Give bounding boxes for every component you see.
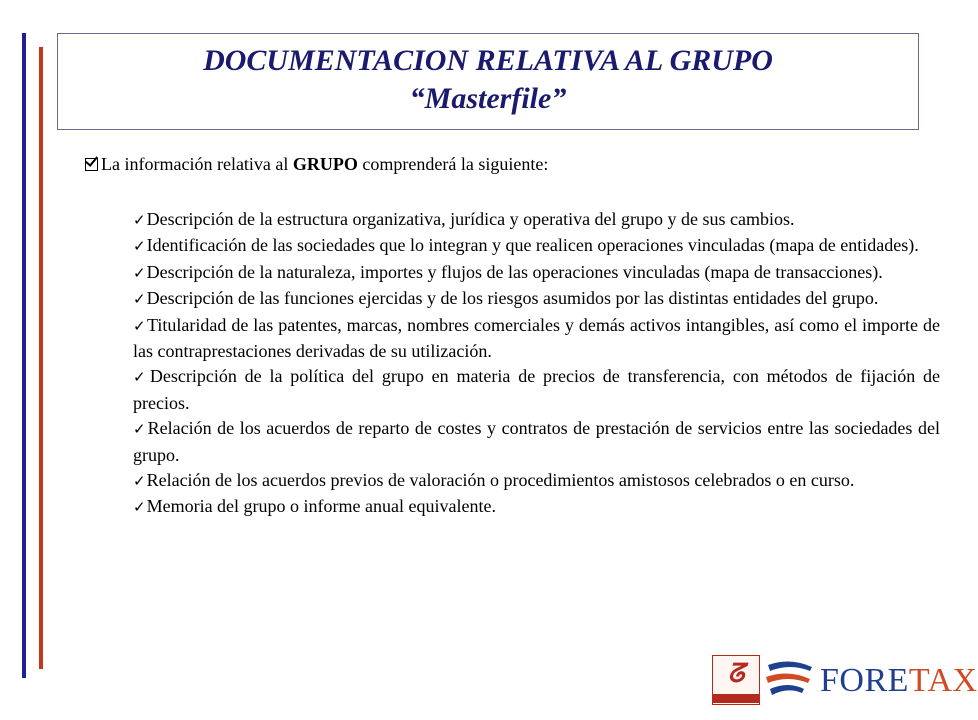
list-item-text: Relación de los acuerdos de reparto de costes y contratos de prestación de servicios entre las sociedades del grupo.: [133, 418, 940, 465]
list-item: [133, 416, 940, 468]
list-item: [133, 364, 940, 416]
list-item: [133, 468, 940, 494]
logo-wordmark: [820, 661, 978, 701]
title-box: [57, 33, 919, 130]
list-item-text: Titularidad de las patentes, marcas, nombres comerciales y demás activos intangibles, así como el importe de las contraprestaciones derivadas de su utilización.: [133, 314, 940, 362]
checkmark-icon: ✓: [133, 498, 146, 517]
list-item: [133, 494, 940, 520]
foretax-logo: [712, 655, 978, 707]
logo-swoosh-icon: [764, 659, 814, 699]
intro-paragraph: [85, 152, 548, 176]
logo-wordmark-fore: FORE: [820, 662, 909, 699]
list-item-text: Identificación de las sociedades que lo integran y que realicen operaciones vinculadas (mapa de entidades).: [146, 235, 919, 256]
list-item: [133, 286, 940, 312]
intro-text-after: comprenderá la siguiente:: [357, 154, 549, 174]
intro-text-before: La información relativa al: [101, 154, 293, 174]
left-accent-bar-red: [39, 47, 43, 669]
requirements-list: [133, 207, 940, 521]
list-item-text: Descripción de la estructura organizativa, jurídica y operativa del grupo y de sus cambios.: [146, 209, 795, 229]
list-item: [133, 260, 940, 286]
intro-emphasis: GRUPO: [292, 154, 358, 174]
page-title: DOCUMENTACION RELATIVA AL GRUPO: [203, 44, 773, 77]
list-item-text: Descripción de la naturaleza, importes y flujos de las operaciones vinculadas (mapa de transacciones).: [146, 261, 883, 282]
list-item-text: Memoria del grupo o informe anual equivalente.: [146, 496, 496, 517]
list-item-text: Relación de los acuerdos previos de valoración o procedimientos amistosos celebrados o en curso.: [146, 470, 855, 491]
checkmark-icon: ✓: [133, 316, 147, 335]
list-item: [133, 313, 940, 365]
logo-wordmark-tax: TAX: [908, 662, 978, 699]
checkmark-icon: ✓: [133, 263, 146, 282]
list-item-text: Descripción de la política del grupo en materia de precios de transferencia, con métodos de fijación de precios.: [133, 366, 941, 413]
checkmark-icon: ✓: [133, 237, 146, 256]
list-item: [133, 233, 940, 259]
checkmark-icon: ✓: [133, 211, 146, 229]
left-accent-bar-blue: [22, 33, 26, 678]
list-item: [133, 207, 940, 233]
checkmark-icon: ✓: [133, 290, 146, 309]
checkmark-icon: ✓: [133, 368, 149, 387]
page-subtitle: “Masterfile”: [409, 82, 567, 115]
checkmark-icon: ✓: [133, 472, 146, 491]
list-item-text: Descripción de las funciones ejercidas y de los riesgos asumidos por las distintas entidades del grupo.: [146, 288, 879, 309]
checkmark-icon: ✓: [133, 420, 147, 439]
anniversary-emblem-icon: ᘔ: [712, 655, 760, 705]
checkbox-checked-icon: [85, 158, 98, 171]
